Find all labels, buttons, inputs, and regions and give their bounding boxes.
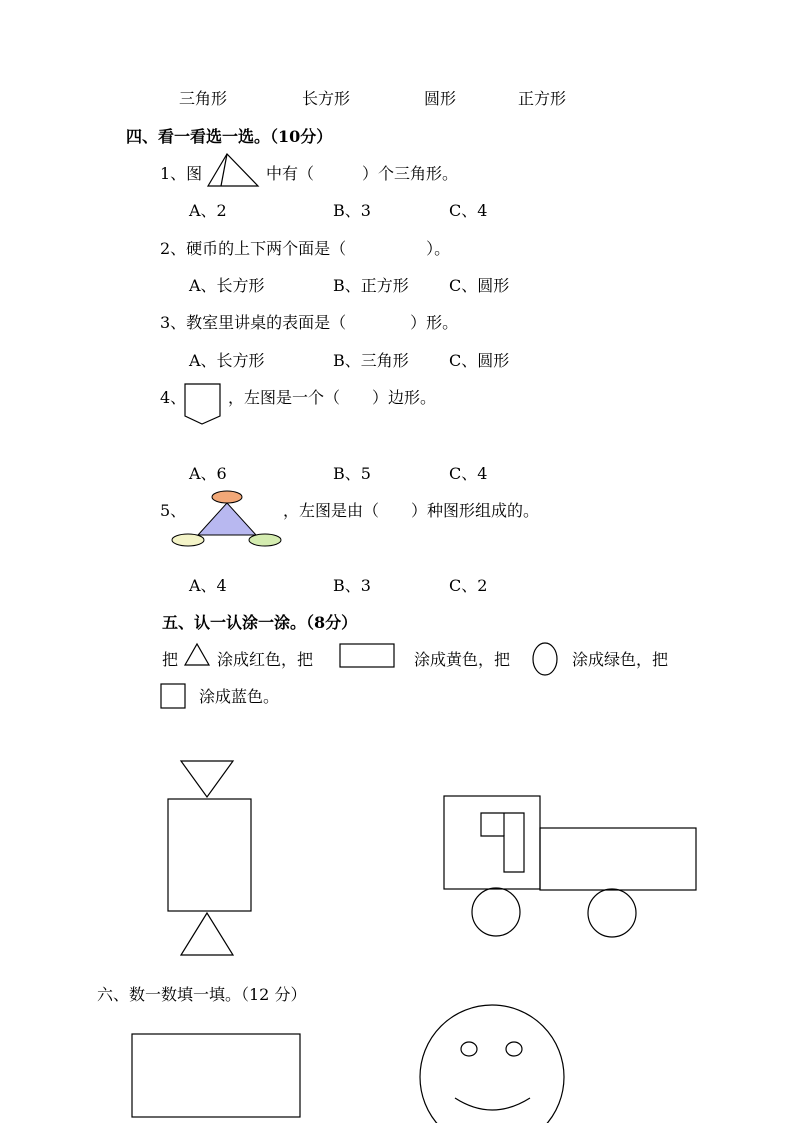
q1-option-b: B、3	[333, 201, 371, 220]
q1-suffix: 中有（ ）个三角形。	[266, 164, 459, 183]
s5-text-1: 把	[162, 650, 179, 669]
section4-title: 四、看一看选一选。（10分）	[126, 127, 333, 146]
q4-option-a: A、6	[189, 464, 227, 483]
q5-option-a: A、4	[189, 576, 227, 595]
section5-title: 五、认一认涂一涂。（8分）	[162, 613, 358, 632]
shape-name-triangle: 三角形	[179, 89, 228, 108]
q3-text: 3、教室里讲桌的表面是（ ）形。	[160, 313, 459, 332]
q2-option-a: A、长方形	[189, 276, 265, 295]
q4-suffix: ，左图是一个（ ）边形。	[228, 388, 437, 407]
q5-suffix: ，左图是由（ ）种图形组成的。	[283, 501, 540, 520]
shape-name-circle: 圆形	[424, 89, 457, 108]
s5-text-5: 涂成蓝色。	[199, 687, 280, 706]
q1-option-c: C、4	[449, 201, 488, 220]
q1-option-a: A、2	[189, 201, 227, 220]
smiley-face-figure	[420, 1005, 564, 1123]
q5-option-b: B、3	[333, 576, 371, 595]
q2-text: 2、硬币的上下两个面是（ ）。	[160, 239, 451, 258]
q2-option-b: B、正方形	[333, 276, 409, 295]
s5-text-2: 涂成红色，把	[217, 650, 314, 669]
q5-prefix: 5、	[160, 501, 187, 520]
q5-option-c: C、2	[449, 576, 488, 595]
q4-option-b: B、5	[333, 464, 371, 483]
shape-name-square: 正方形	[518, 89, 567, 108]
q2-option-c: C、圆形	[449, 276, 510, 295]
q3-option-a: A、长方形	[189, 351, 265, 370]
shape-name-rectangle: 长方形	[302, 89, 351, 108]
q3-option-c: C、圆形	[449, 351, 510, 370]
s5-text-3: 涂成黄色，把	[414, 650, 511, 669]
s5-text-4: 涂成绿色，把	[572, 650, 669, 669]
q4-option-c: C、4	[449, 464, 488, 483]
q1-prefix: 1、图	[160, 164, 203, 183]
q4-prefix: 4、	[160, 388, 187, 407]
s6-rectangle	[132, 1034, 300, 1117]
q3-option-b: B、三角形	[333, 351, 409, 370]
section6-title: 六、数一数填一填。（12 分）	[97, 985, 307, 1004]
